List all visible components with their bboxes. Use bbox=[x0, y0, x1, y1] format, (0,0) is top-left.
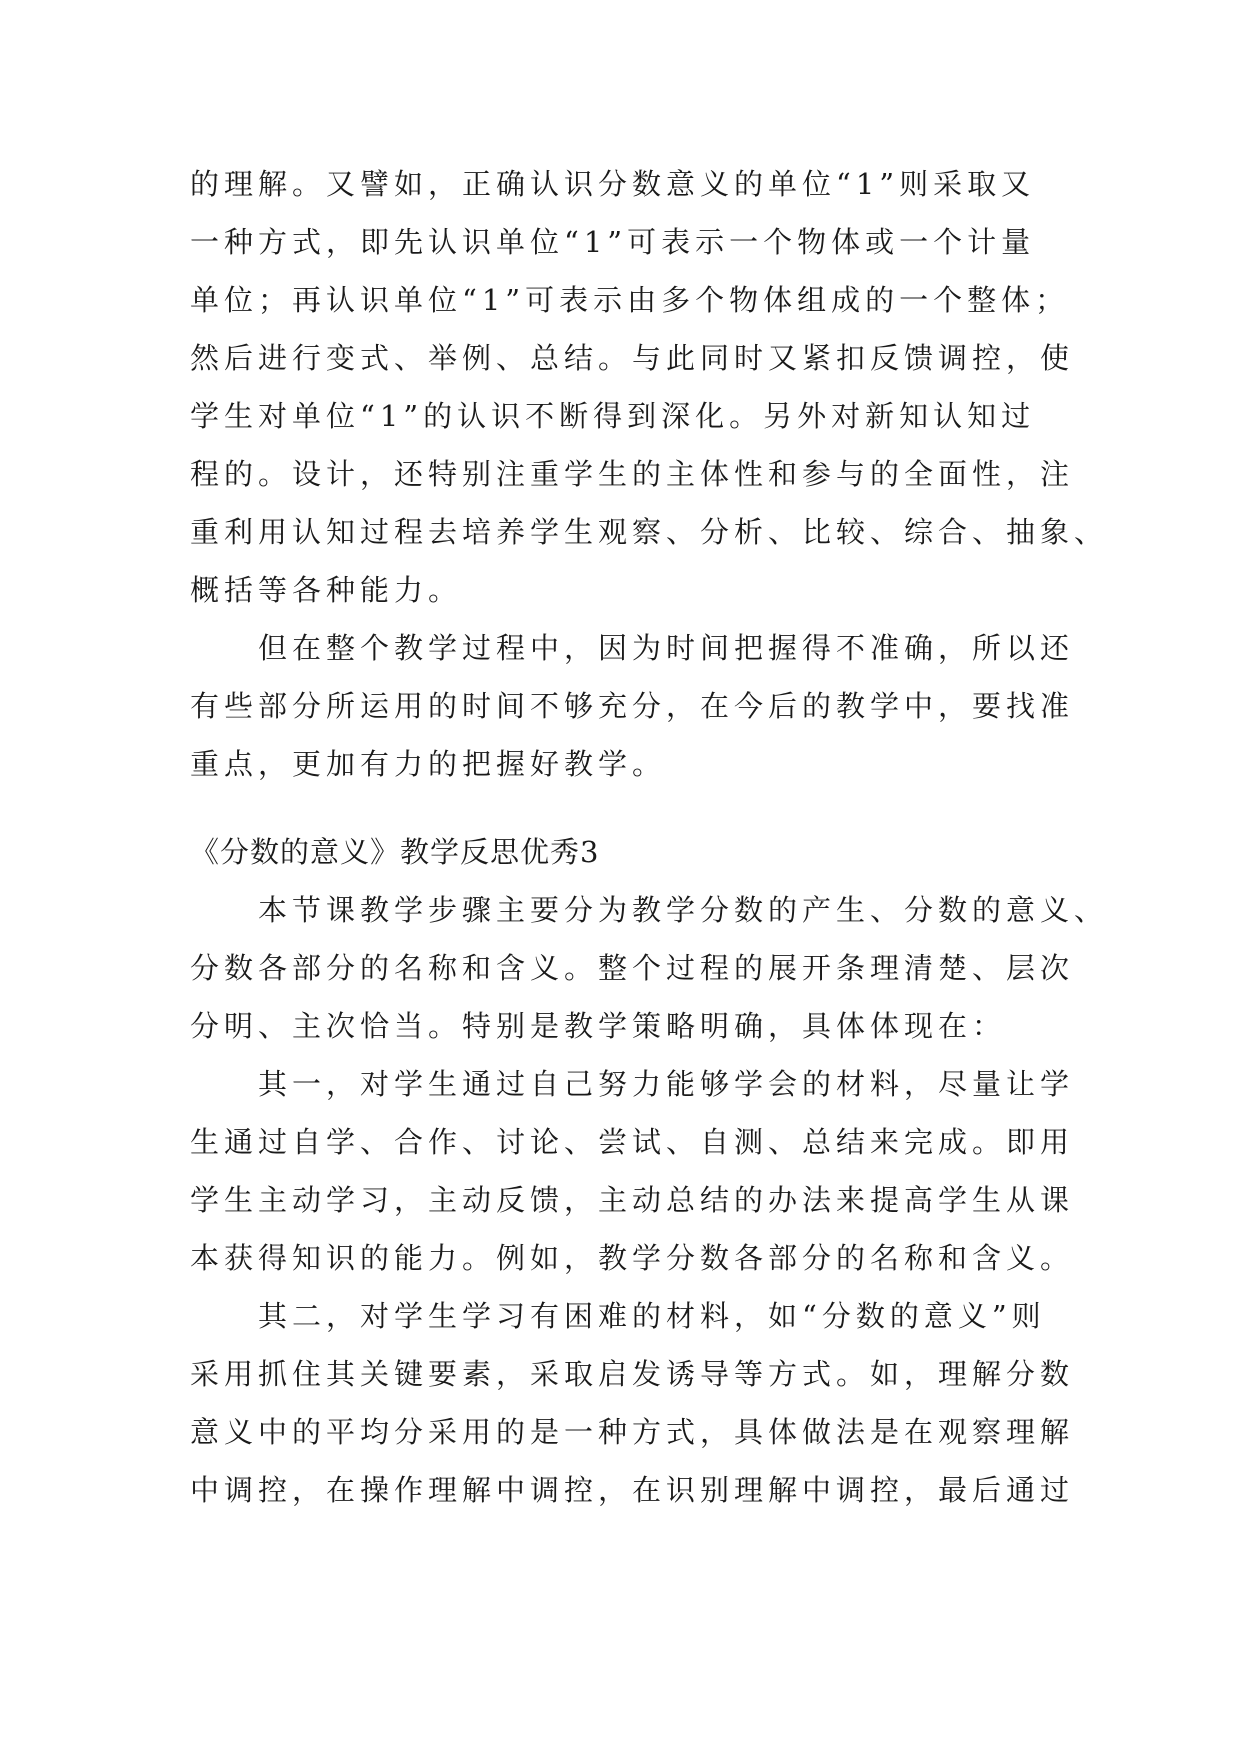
text-line: 学生对单位“1”的认识不断得到深化。另外对新知认知过 bbox=[190, 399, 1036, 433]
text-line: 其一，对学生通过自己努力能够学会的材料，尽量让学 bbox=[190, 1067, 1075, 1101]
text-line: 重点，更加有力的把握好教学。 bbox=[190, 747, 667, 781]
text-line: 生通过自学、合作、讨论、尝试、自测、总结来完成。即用 bbox=[190, 1125, 1075, 1159]
text-line: 重利用认知过程去培养学生观察、分析、比较、综合、抽象、 bbox=[190, 515, 1109, 549]
text-line: 本节课教学步骤主要分为教学分数的产生、分数的意义、 bbox=[190, 893, 1109, 927]
text-line: 采用抓住其关键要素，采取启发诱导等方式。如，理解分数 bbox=[190, 1357, 1075, 1391]
text-line: 但在整个教学过程中，因为时间把握得不准确，所以还 bbox=[190, 631, 1075, 665]
text-line: 然后进行变式、举例、总结。与此同时又紧扣反馈调控，使 bbox=[190, 341, 1075, 375]
text-line: 程的。设计，还特别注重学生的主体性和参与的全面性，注 bbox=[190, 457, 1075, 491]
text-line: 意义中的平均分采用的是一种方式，具体做法是在观察理解 bbox=[190, 1415, 1075, 1449]
text-line: 分数各部分的名称和含义。整个过程的展开条理清楚、层次 bbox=[190, 951, 1075, 985]
text-line: 中调控，在操作理解中调控，在识别理解中调控，最后通过 bbox=[190, 1473, 1075, 1507]
text-line: 学生主动学习，主动反馈，主动总结的办法来提高学生从课 bbox=[190, 1183, 1075, 1217]
text-line: 的理解。又譬如，正确认识分数意义的单位“1”则采取又 bbox=[190, 167, 1036, 201]
text-line: 概括等各种能力。 bbox=[190, 573, 463, 607]
text-line: 一种方式，即先认识单位“1”可表示一个物体或一个计量 bbox=[190, 225, 1036, 259]
text-line: 分明、主次恰当。特别是教学策略明确，具体体现在： bbox=[190, 1009, 1007, 1043]
text-line: 本获得知识的能力。例如，教学分数各部分的名称和含义。 bbox=[190, 1241, 1075, 1275]
text-line: 单位；再认识单位“1”可表示由多个物体组成的一个整体； bbox=[190, 283, 1070, 317]
text-line: 其二，对学生学习有困难的材料，如“分数的意义”则 bbox=[190, 1299, 1046, 1333]
text-line: 有些部分所运用的时间不够充分，在今后的教学中，要找准 bbox=[190, 689, 1075, 723]
section-heading: 《分数的意义》教学反思优秀3 bbox=[190, 835, 600, 869]
